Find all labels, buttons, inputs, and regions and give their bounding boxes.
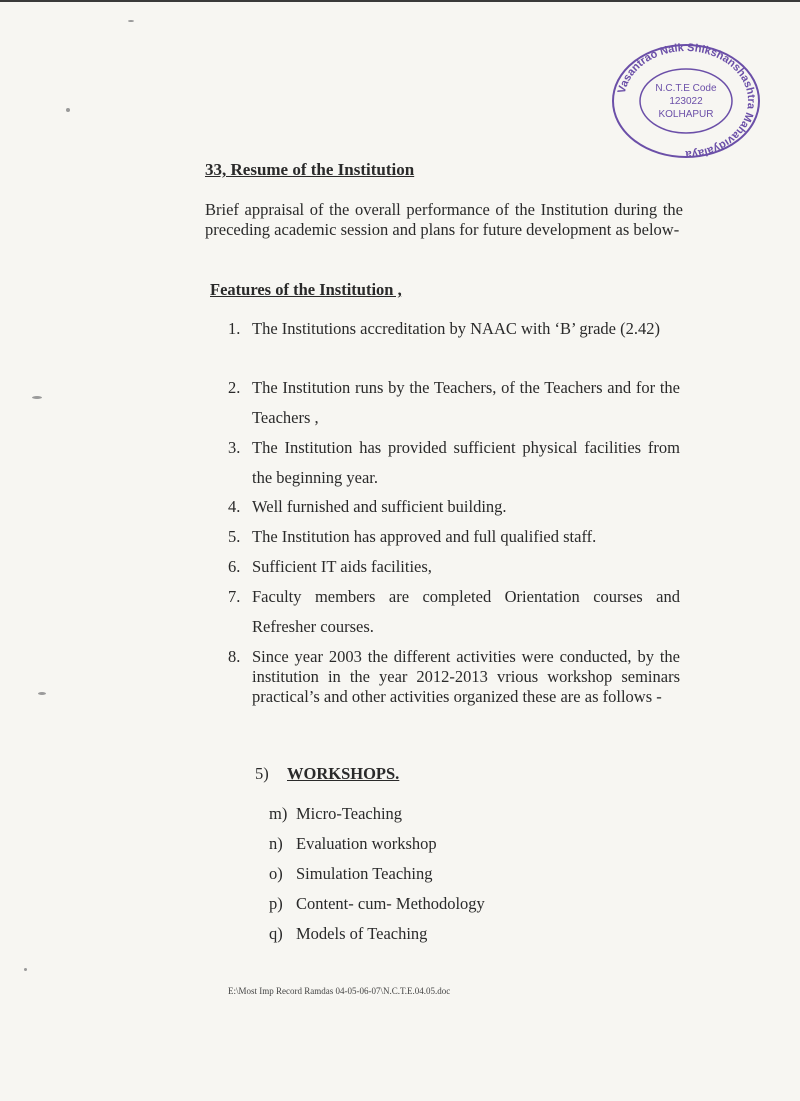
feature-number: 1. [228, 319, 241, 338]
feature-text: Well furnished and sufficient building. [252, 497, 507, 516]
feature-text: Since year 2003 the different activities were conducted, by the institution in the year 2012-2013 vrious workshop seminars practical’s and other activities organized these are as follows - [252, 647, 680, 706]
workshop-letter: p) [269, 894, 283, 913]
feature-number: 6. [228, 557, 241, 576]
feature-text: Sufficient IT aids facilities, [252, 557, 432, 576]
workshops-number: 5) [255, 764, 269, 783]
feature-number: 3. [228, 438, 241, 457]
stamp-code-label: N.C.T.E Code [655, 83, 717, 94]
workshop-item: Micro-Teaching [296, 804, 403, 823]
workshop-item: Content- cum- Methodology [296, 894, 485, 913]
page-top-edge [0, 0, 800, 2]
feature-text: The Institutions accreditation by NAAC with ‘B’ grade (2.42) [252, 319, 660, 338]
feature-text: The Institution runs by the Teachers, of the Teachers and for the Teachers , [252, 378, 680, 427]
feature-number: 2. [228, 378, 241, 397]
stamp-ring-text: Vasantrao Naik Shikshanshashtra Mahavidyalaya [615, 42, 758, 160]
feature-number: 4. [228, 497, 241, 516]
scan-speck [24, 968, 27, 971]
section-heading: 33, Resume of the Institution [205, 160, 415, 179]
workshop-item: Evaluation workshop [296, 834, 437, 853]
footer-file-path: E:\Most Imp Record Ramdas 04-05-06-07\N.C.T.E.04.05.doc [228, 986, 451, 996]
workshop-item: Simulation Teaching [296, 864, 433, 883]
feature-text: The Institution has provided sufficient physical facilities from the beginning year. [252, 438, 680, 487]
feature-number: 7. [228, 587, 241, 606]
scan-speck [128, 20, 134, 22]
workshop-letter: m) [269, 804, 288, 823]
stamp-code-value: 123022 [669, 96, 703, 107]
scan-speck [66, 108, 70, 112]
intro-paragraph: Brief appraisal of the overall performance of the Institution during the preceding academic session and plans for future development as below- [205, 200, 683, 239]
workshop-letter: o) [269, 864, 283, 883]
workshop-item: Models of Teaching [296, 924, 428, 943]
scan-speck [38, 692, 46, 695]
feature-number: 8. [228, 647, 241, 666]
feature-number: 5. [228, 527, 241, 546]
feature-text: The Institution has approved and full qualified staff. [252, 527, 597, 546]
feature-text: Faculty members are completed Orientation courses and Refresher courses. [252, 587, 680, 636]
features-heading: Features of the Institution , [210, 280, 402, 299]
workshops-heading: WORKSHOPS. [287, 764, 400, 783]
stamp-city: KOLHAPUR [658, 109, 714, 120]
workshop-letter: q) [269, 924, 283, 943]
scan-speck [32, 396, 42, 399]
workshop-letter: n) [269, 834, 283, 853]
institution-stamp [610, 42, 762, 160]
